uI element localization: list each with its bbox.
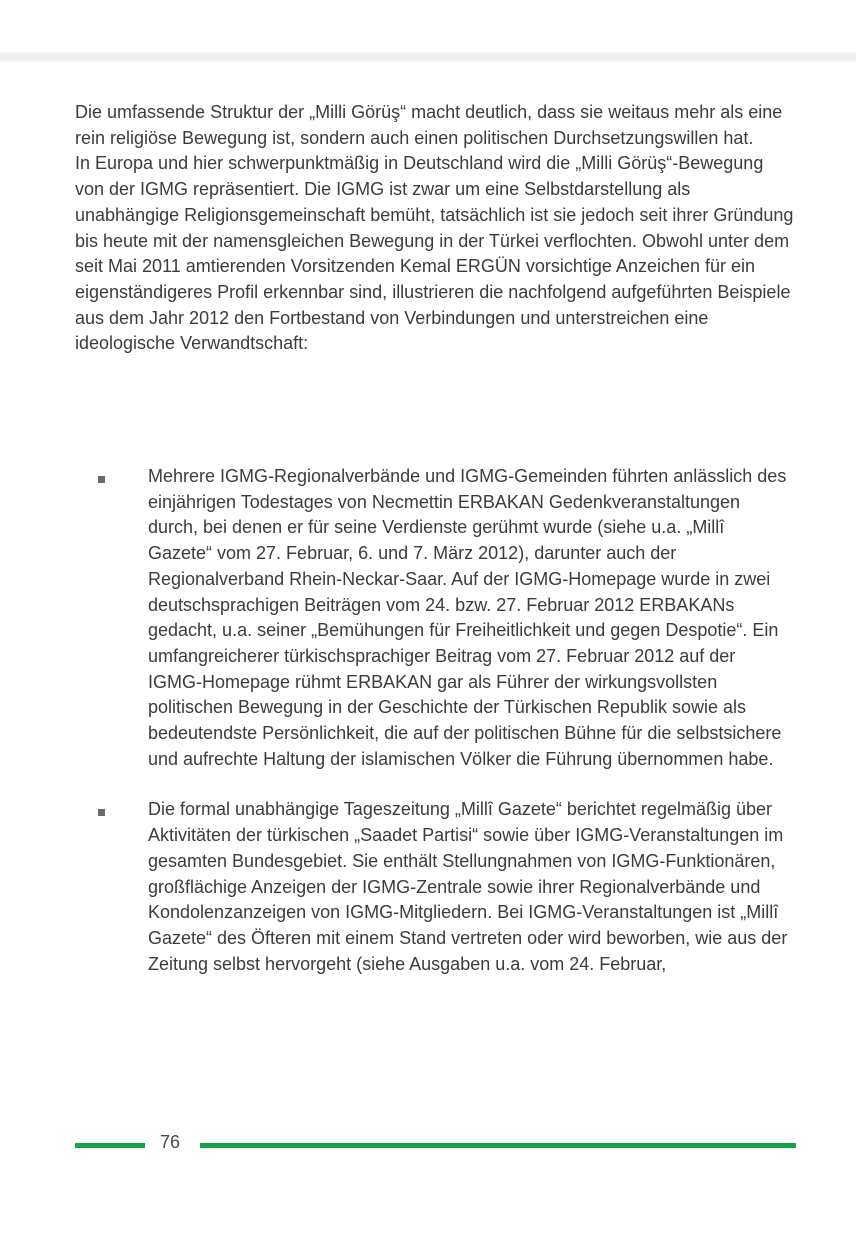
footer-bar-right [200, 1143, 796, 1148]
bullet-square-icon [98, 476, 105, 483]
bullet-square-icon [98, 809, 105, 816]
page-number: 76 [160, 1132, 181, 1152]
top-divider [0, 52, 856, 62]
intro-text [75, 100, 795, 357]
bullet-text: Mehrere IGMG-Regionalverbände und IGMG-Gemeinden führten anlässlich des einjährigen Todestages von Necmettin ERBAKAN Gedenkveranstaltungen durch, bei denen er für seine Verdienste gerühmt wurde (siehe u.a. „Millî Gazete“ vom 27. Februar, 6. und 7. März 2012), darunter auch der Regionalverband Rhein-Neckar-Saar. Auf der IGMG-Homepage wurde in zwei deutschsprachigen Beiträgen vom 24. bzw. 27. Februar 2012 ERBAKANs gedacht, u.a. seiner „Bemühungen für Freiheitlichkeit und gegen Despotie“. Ein umfangreicherer türkischsprachiger Beitrag vom 27. Februar 2012 auf der IGMG-Homepage rühmt ERBAKAN gar als Führer der wirkungsvollsten politischen Bewegung in der Geschichte der Türkischen Republik sowie als bedeutendste Persönlichkeit, die auf der politischen Bühne für die selbstsichere und aufrechte Haltung der islamischen Völker die Führung übernommen habe. [148, 466, 787, 769]
footer-bar-left [75, 1143, 145, 1148]
intro-paragraph-1: Die umfassende Struktur der „Milli Görüş“ macht deutlich, dass sie weitaus mehr als eine rein religiöse Bewegung ist, sondern auch einen politischen Durchsetzungswillen hat. [75, 102, 783, 148]
list-item [90, 464, 790, 772]
bullet-text: Die formal unabhängige Tageszeitung „Millî Gazete“ berichtet regelmäßig über Aktivitäten der türkischen „Saadet Partisi“ sowie über IGMG-Veranstaltungen im gesamten Bundesgebiet. Sie enthält Stellungnahmen von IGMG-Funktionären, großflächige Anzeigen der IGMG-Zentrale sowie ihrer Regionalverbände und Kondolenzanzeigen von IGMG-Mitgliedern. Bei IGMG-Veranstaltungen ist „Millî Gazete“ des Öfteren mit einem Stand vertreten oder wird beworben, wie aus der Zeitung selbst hervorgeht (siehe Ausgaben u.a. vom 24. Februar, [148, 799, 788, 974]
list-item [90, 797, 790, 977]
bullet-list [90, 464, 790, 1002]
intro-paragraph-2: In Europa und hier schwerpunktmäßig in Deutschland wird die „Milli Görüş“-Bewegung von der IGMG repräsentiert. Die IGMG ist zwar um eine Selbstdarstellung als unabhängige Religionsgemeinschaft bemüht, tatsächlich ist sie jedoch seit ihrer Gründung bis heute mit der namensgleichen Bewegung in der Türkei verflochten. Obwohl unter dem seit Mai 2011 amtierenden Vorsitzenden Kemal ERGÜN vorsichtige Anzeichen für ein eigenständigeres Profil erkennbar sind, illustrieren die nachfolgend aufgeführten Beispiele aus dem Jahr 2012 den Fortbestand von Verbindungen und unterstreichen eine ideologische Verwandtschaft: [75, 153, 794, 354]
